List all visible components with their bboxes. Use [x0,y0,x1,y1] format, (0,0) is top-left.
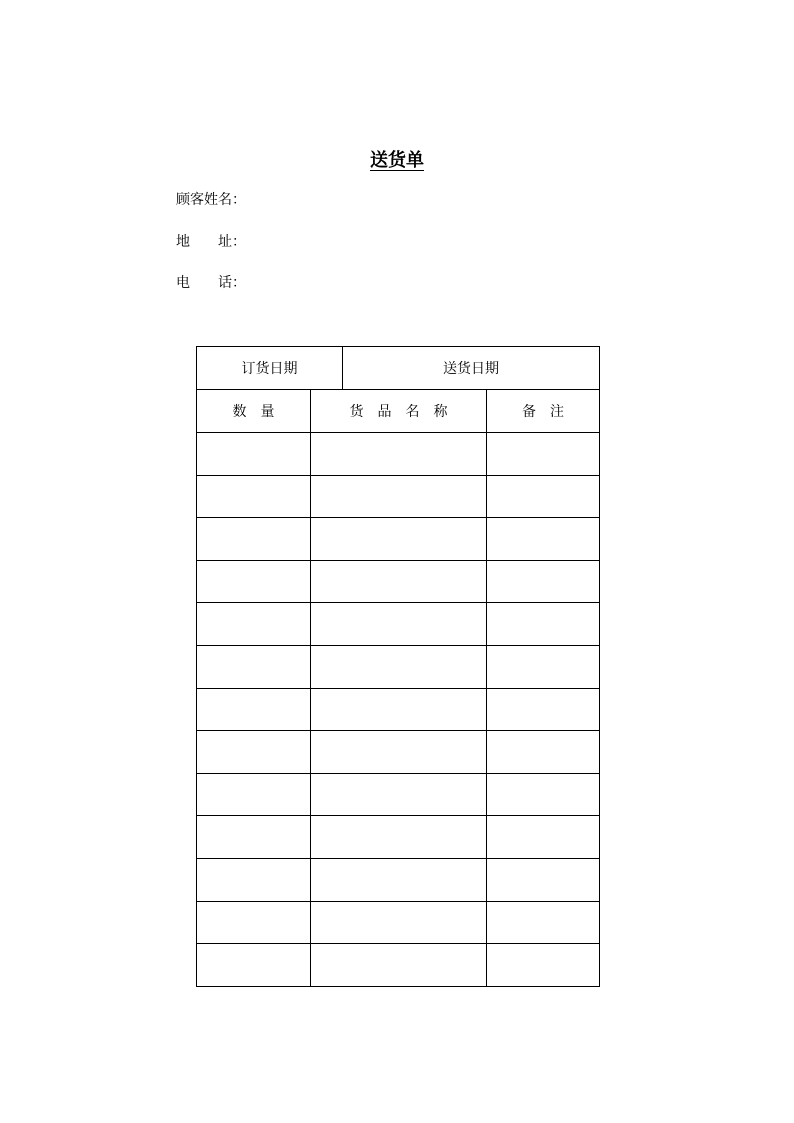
goods-name-cell[interactable] [311,475,487,518]
goods-name-cell[interactable] [311,773,487,816]
order-date-label: 订货日期 [241,361,298,377]
remarks-cell[interactable] [487,944,600,987]
delivery-date-cell [343,347,600,390]
date-row [197,347,600,390]
quantity-cell[interactable] [197,518,311,561]
goods-name-cell[interactable] [311,518,487,561]
quantity-cell[interactable] [197,603,311,646]
goods-name-cell[interactable] [311,816,487,859]
goods-name-header: 货品名称 [311,390,487,433]
remarks-cell[interactable] [487,433,600,476]
table-row [197,475,600,518]
quantity-cell[interactable] [197,858,311,901]
table-row [197,901,600,944]
order-date-cell [197,347,343,390]
address-label: 地 址： [176,234,246,250]
quantity-cell[interactable] [197,773,311,816]
quantity-header: 数量 [197,390,311,433]
goods-name-cell[interactable] [311,858,487,901]
quantity-cell[interactable] [197,475,311,518]
goods-name-cell[interactable] [311,560,487,603]
remarks-cell[interactable] [487,731,600,774]
remarks-cell[interactable] [487,475,600,518]
remarks-cell[interactable] [487,645,600,688]
goods-name-cell[interactable] [311,688,487,731]
table-row [197,433,600,476]
remarks-cell[interactable] [487,858,600,901]
document-title [0,146,794,172]
goods-name-cell[interactable] [311,645,487,688]
quantity-cell[interactable] [197,560,311,603]
phone-field [176,275,450,291]
goods-name-cell[interactable] [311,433,487,476]
table-row [197,858,600,901]
table-row [197,944,600,987]
remarks-cell[interactable] [487,901,600,944]
header-row [197,390,600,433]
remarks-cell[interactable] [487,816,600,859]
goods-name-cell[interactable] [311,901,487,944]
quantity-cell[interactable] [197,688,311,731]
goods-name-cell[interactable] [311,603,487,646]
customer-name-field [176,192,450,208]
goods-name-cell[interactable] [311,944,487,987]
quantity-cell[interactable] [197,816,311,859]
remarks-cell[interactable] [487,603,600,646]
phone-label: 电 话： [176,275,246,291]
remarks-cell[interactable] [487,518,600,561]
remarks-cell[interactable] [487,773,600,816]
remarks-header: 备注 [487,390,600,433]
quantity-cell[interactable] [197,645,311,688]
table-row [197,773,600,816]
address-field [176,234,450,250]
document-title-text: 送货单 [370,150,424,171]
table-row [197,731,600,774]
table-row [197,816,600,859]
table-row [197,560,600,603]
delivery-table [196,346,600,987]
quantity-cell[interactable] [197,901,311,944]
table-row [197,688,600,731]
remarks-cell[interactable] [487,688,600,731]
quantity-cell[interactable] [197,944,311,987]
customer-name-label: 顾客姓名： [176,192,246,208]
table-row [197,518,600,561]
remarks-cell[interactable] [487,560,600,603]
quantity-cell[interactable] [197,731,311,774]
delivery-date-label: 送货日期 [443,361,499,377]
goods-name-cell[interactable] [311,731,487,774]
table-row [197,603,600,646]
table-row [197,645,600,688]
quantity-cell[interactable] [197,433,311,476]
